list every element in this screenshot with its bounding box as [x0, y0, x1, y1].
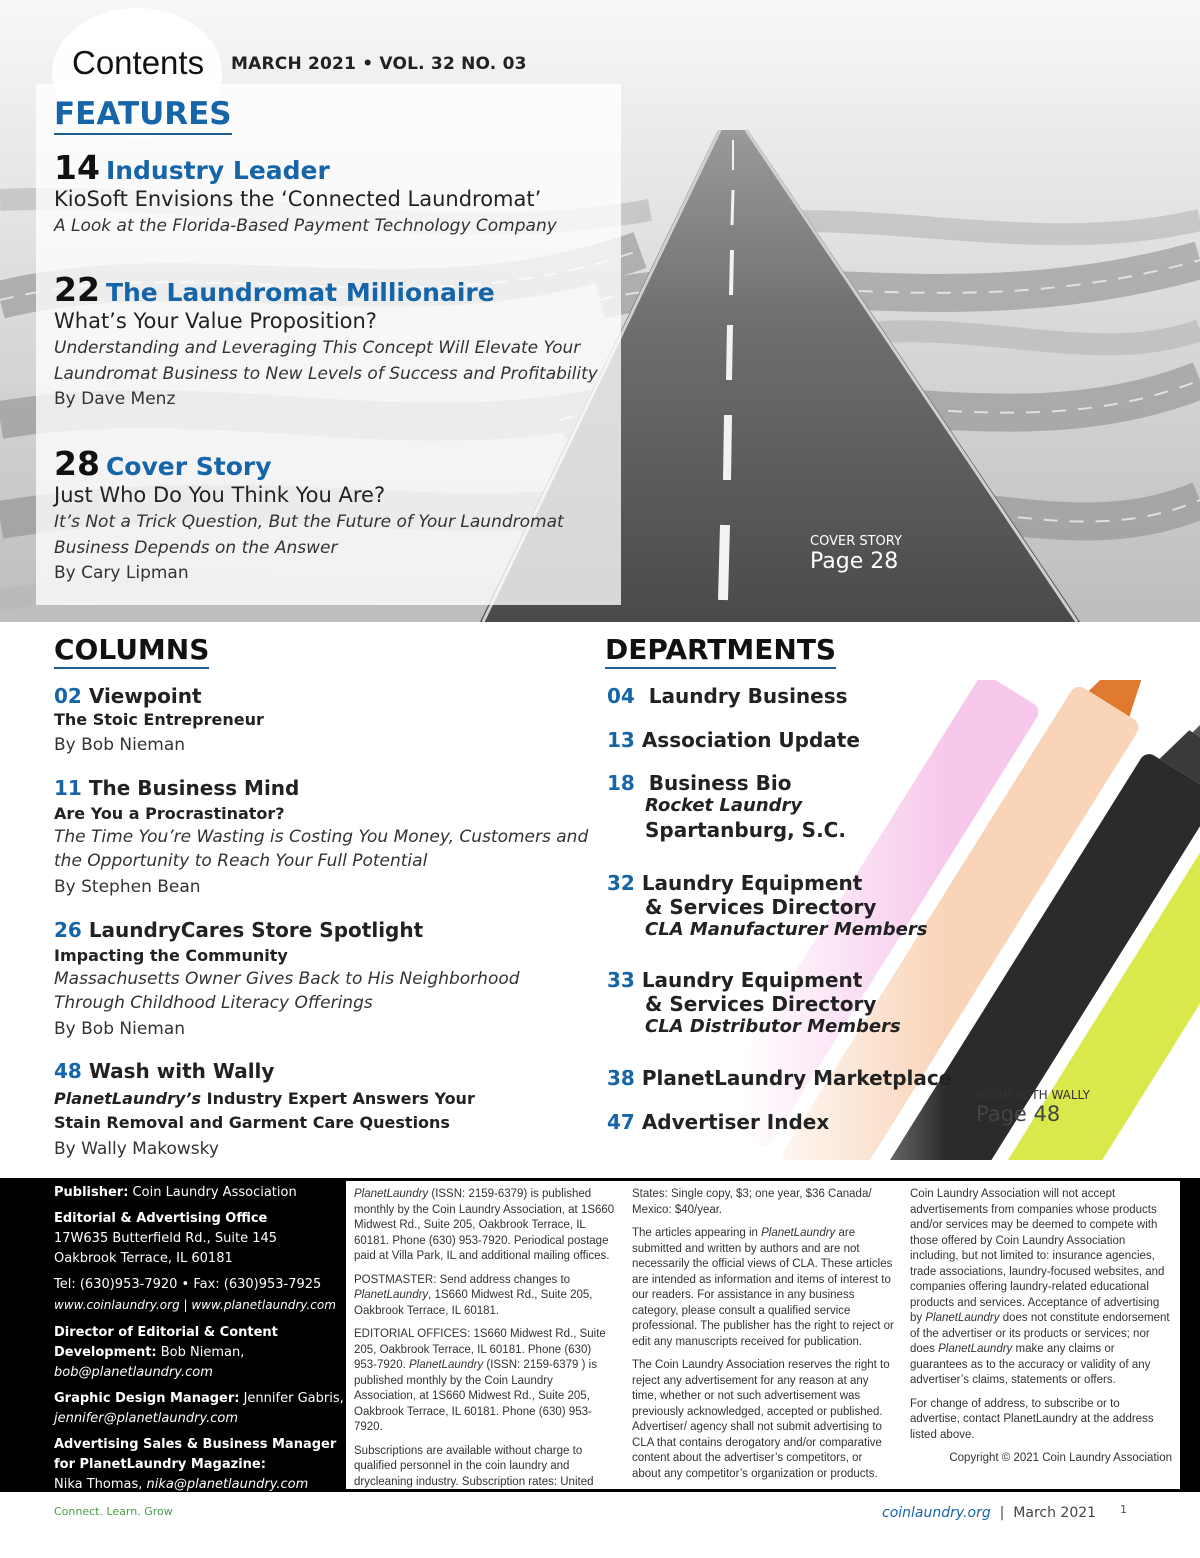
sales-block: Advertising Sales & Business Manager for PlanetLaundry Magazine: Nika Thomas, nika@planetlaundry.com — [54, 1437, 337, 1492]
postmaster-statement: POSTMASTER: Send address changes to PlanetLaundry, 1S660 Midwest Rd., Suite 205, Oakbrook Terrace, IL 60181. — [354, 1273, 593, 1317]
department-page-number: 32 — [607, 871, 635, 895]
wally-label: WASH WITH WALLY — [976, 1088, 1090, 1102]
column-description: The Time You’re Wasting is Costing You Money, Customers and the Opportunity to Reach Your Full Potential — [54, 827, 589, 871]
editorial-offices: EDITORIAL OFFICES: 1S660 Midwest Rd., Suite 205, Oakbrook Terrace, IL 60181. Phone (630) 953-7920. PlanetLaundry (ISSN: 2159-6379 ) is published monthly by the Coin Laundry Association, at 1S660 Midwest Rd., Suite 205, Oakbrook Terrace, IL 60181. Phone (630) 953-7920. — [354, 1328, 606, 1433]
column-item[interactable] — [54, 684, 594, 755]
department-location: Spartanburg, S.C. — [645, 818, 846, 842]
column-page-number: 26 — [54, 918, 82, 942]
feature-byline: By Cary Lipman — [54, 563, 189, 583]
department-item[interactable] — [607, 771, 1027, 842]
page-number: 1 — [1120, 1503, 1127, 1516]
column-description: Massachusetts Owner Gives Back to His Neighborhood Through Childhood Literacy Offerings — [54, 969, 520, 1013]
feature-item[interactable] — [54, 148, 624, 239]
department-title[interactable]: Laundry Business — [648, 684, 848, 708]
department-title[interactable]: Laundry Equipment — [641, 968, 863, 992]
feature-subtitle: KioSoft Envisions the ‘Connected Laundromat’ — [54, 187, 542, 211]
department-subtitle: CLA Manufacturer Members — [645, 919, 928, 940]
departments-heading: DEPARTMENTS — [605, 633, 836, 669]
department-subtitle: CLA Distributor Members — [645, 1016, 901, 1037]
department-item[interactable] — [607, 1066, 1027, 1090]
column-title[interactable]: The Business Mind — [88, 776, 300, 800]
column-byline: By Bob Nieman — [54, 1019, 186, 1039]
feature-description: Understanding and Leveraging This Concept Will Elevate Your Laundromat Business to New Levels of Success and Profitability — [54, 338, 598, 384]
design-block: Graphic Design Manager: Jennifer Gabris, jennifer@planetlaundry.com — [54, 1391, 344, 1426]
columns-heading: COLUMNS — [54, 633, 209, 669]
column-subtitle: The Stoic Entrepreneur — [54, 710, 264, 729]
masthead-legal-column-3 — [902, 1181, 1180, 1489]
subscription-rates: States: Single copy, $3; one year, $36 Canada/ Mexico: $40/year. — [632, 1188, 872, 1216]
address-line-1: 17W635 Butterfield Rd., Suite 145 — [54, 1231, 278, 1246]
column-subtitle: PlanetLaundry’s Industry Expert Answers Your Stain Removal and Garment Care Questions — [54, 1089, 475, 1132]
wash-with-wally-callout[interactable] — [976, 1088, 1090, 1126]
column-byline: By Stephen Bean — [54, 877, 201, 897]
cover-story-page: Page 28 — [810, 549, 899, 574]
director-block: Director of Editorial & Content Development: Bob Nieman, bob@planetlaundry.com — [54, 1325, 278, 1380]
department-title[interactable]: Advertiser Index — [641, 1110, 830, 1134]
office-label: Editorial & Advertising Office — [54, 1211, 268, 1226]
column-title[interactable]: Viewpoint — [88, 684, 202, 708]
feature-title[interactable]: Cover Story — [105, 452, 272, 481]
advertising-rights: The Coin Laundry Association reserves the right to reject any advertisement for any reason at any time, whether or not such advertisement was previously acknowledged, accepted or published. Advertiser/ agency shall not submit advertising to CLA that contains derogatory and/or comparative content about the advertiser’s competitors, or about any competitor’s organization or products. — [632, 1359, 890, 1480]
feature-page-number: 28 — [54, 444, 100, 483]
articles-disclaimer: The articles appearing in PlanetLaundry are submitted and written by authors and are not necessarily the official views of CLA. These articles are intended as information and items of interest to our readers. For assistance in any business category, please consult a qualified service professional. The publisher has the right to reject or edit any manuscripts received for publication. — [632, 1227, 894, 1348]
feature-description: A Look at the Florida-Based Payment Technology Company — [54, 216, 557, 236]
footer-tagline: Connect. Learn. Grow — [54, 1505, 173, 1518]
department-title-line2: & Services Directory — [645, 992, 877, 1016]
cover-story-label: COVER STORY — [810, 534, 902, 549]
department-item[interactable] — [607, 871, 1027, 940]
column-byline: By Wally Makowsky — [54, 1139, 219, 1159]
masthead-contacts — [54, 1183, 346, 1501]
subscriptions: Subscriptions are available without charge to qualified personnel in the coin laundry and drycleaning industry. Subscription rates: United — [354, 1444, 594, 1488]
column-subtitle: Impacting the Community — [54, 946, 288, 965]
department-item[interactable] — [607, 684, 1027, 708]
department-title-line2: & Services Directory — [645, 895, 877, 919]
advertising-policy: Coin Laundry Association will not accept advertisements from companies whose products and/or services may be deemed to compete with those offered by Coin Laundry Association including, but not limited to: insurance agencies, trade associations, laundry-focused websites, and companies offering laundry-related educational products and services. Acceptance of advertising by PlanetLaundry does not constitute endorsement of the advertiser or its products or services; nor does PlanetLaundry make any claims or guarantees as to the accuracy or validity of any advertiser’s claims, statements or offers. — [910, 1188, 1170, 1386]
department-page-number: 33 — [607, 968, 635, 992]
copyright: Copyright © 2021 Coin Laundry Association — [949, 1452, 1172, 1464]
department-item[interactable] — [607, 968, 1027, 1037]
features-heading: FEATURES — [54, 96, 232, 135]
department-title[interactable]: Association Update — [641, 728, 860, 752]
department-item[interactable] — [607, 728, 1027, 752]
column-title[interactable]: LaundryCares Store Spotlight — [88, 918, 424, 942]
department-page-number: 13 — [607, 728, 635, 752]
publication-statement: PlanetLaundry (ISSN: 2159-6379) is published monthly by the Coin Laundry Association, at 1S660 Midwest Rd., Suite 205, Oakbrook Terrace, IL 60181. Phone (630) 953-7920. Periodical postage paid at Villa Park, IL and additional mailing offices. — [354, 1188, 615, 1262]
department-subtitle: Rocket Laundry — [645, 795, 803, 816]
column-item[interactable] — [54, 1059, 524, 1159]
feature-item[interactable] — [54, 270, 624, 409]
websites: www.coinlaundry.org | www.planetlaundry.com — [54, 1298, 336, 1312]
feature-subtitle: What’s Your Value Proposition? — [54, 309, 377, 333]
department-title[interactable]: Business Bio — [648, 771, 792, 795]
design-email[interactable]: jennifer@planetlaundry.com — [54, 1411, 239, 1426]
column-subtitle: Are You a Procrastinator? — [54, 804, 285, 823]
sales-email[interactable]: nika@planetlaundry.com — [146, 1477, 309, 1492]
contents-label: Contents — [72, 44, 205, 81]
column-item[interactable] — [54, 776, 594, 897]
feature-page-number: 22 — [54, 270, 100, 309]
column-page-number: 48 — [54, 1059, 82, 1083]
feature-description: It’s Not a Trick Question, But the Future of Your Laundromat Business Depends on the Answer — [54, 512, 564, 558]
feature-title[interactable]: The Laundromat Millionaire — [105, 278, 495, 307]
department-page-number: 38 — [607, 1066, 635, 1090]
column-page-number: 11 — [54, 776, 82, 800]
column-title[interactable]: Wash with Wally — [88, 1059, 275, 1083]
feature-subtitle: Just Who Do You Think You Are? — [54, 483, 386, 507]
department-title[interactable]: PlanetLaundry Marketplace — [641, 1066, 953, 1090]
column-byline: By Bob Nieman — [54, 735, 186, 755]
column-page-number: 02 — [54, 684, 82, 708]
footer-date: March 2021 — [1013, 1505, 1097, 1521]
address-line-2: Oakbrook Terrace, IL 60181 — [54, 1251, 233, 1266]
publisher-line: Publisher: Coin Laundry Association — [54, 1185, 297, 1200]
phone-fax: Tel: (630)953-7920 • Fax: (630)953-7925 — [54, 1277, 322, 1292]
office-block — [54, 1209, 346, 1269]
department-page-number: 18 — [607, 771, 635, 795]
feature-page-number: 14 — [54, 148, 100, 187]
wally-page: Page 48 — [976, 1102, 1061, 1126]
masthead-legal-column-2 — [624, 1181, 902, 1489]
feature-item[interactable] — [54, 444, 624, 583]
department-page-number: 04 — [607, 684, 635, 708]
change-of-address: For change of address, to subscribe or to advertise, contact PlanetLaundry at the address listed above. — [910, 1397, 1154, 1441]
column-item[interactable] — [54, 918, 594, 1039]
feature-title[interactable]: Industry Leader — [105, 156, 330, 185]
department-item[interactable] — [607, 1110, 1027, 1134]
footer-url-date: coinlaundry.org | March 2021 — [882, 1505, 1097, 1521]
director-email[interactable]: bob@planetlaundry.com — [54, 1365, 213, 1380]
department-page-number: 47 — [607, 1110, 635, 1134]
footer-url[interactable]: coinlaundry.org — [882, 1505, 991, 1521]
column-subtitle-publication: PlanetLaundry’s — [54, 1089, 202, 1108]
cover-story-callout[interactable] — [810, 534, 902, 574]
department-title[interactable]: Laundry Equipment — [641, 871, 863, 895]
masthead-legal-column-1 — [346, 1181, 624, 1489]
issue-date: MARCH 2021 • VOL. 32 NO. 03 — [231, 54, 527, 74]
feature-byline: By Dave Menz — [54, 389, 176, 409]
